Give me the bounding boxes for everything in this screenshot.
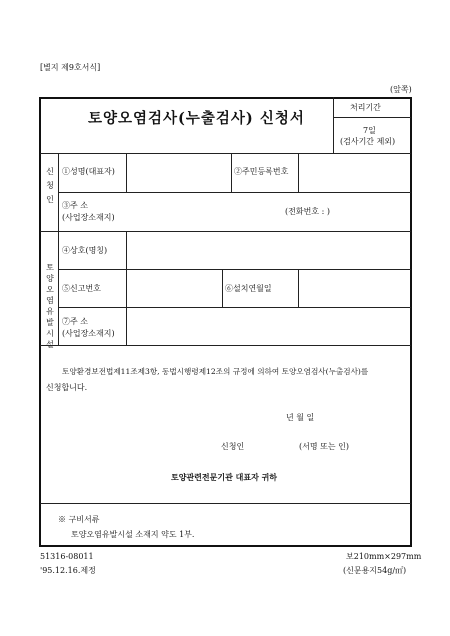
facility-section-label: 토 양 오 염 유 발 시 설 — [46, 263, 54, 349]
applicant-address-label: ③주 소 — [62, 201, 88, 210]
form-code: 51316-08011 — [40, 552, 94, 561]
enactment-date: '95.12.16.제정 — [40, 566, 96, 575]
paper-size: 보210mm×297mm — [346, 552, 422, 561]
install-date-label: ⑥설치연월일 — [225, 284, 272, 293]
report-number-field[interactable] — [127, 270, 221, 306]
date-line: 년 월 일 — [286, 413, 315, 422]
processing-days: 7일 — [363, 126, 376, 135]
facility-address-label: ⑦주 소 — [62, 317, 88, 326]
name-label: ①성명(대표자) — [62, 167, 115, 176]
applicant-address-field[interactable] — [127, 193, 409, 230]
phone-label: (전화번호 : ) — [285, 207, 330, 216]
applicant-address-sub: (사업장소재지) — [62, 213, 115, 222]
required-document-item: 토양오염유발시설 소재지 약도 1부. — [71, 530, 195, 539]
statement-line-2: 신청합니다. — [46, 383, 88, 392]
form-title: 토양오염검사(누출검사) 신청서 — [88, 110, 305, 127]
required-documents-heading: ※ 구비서류 — [58, 515, 100, 524]
rrn-field[interactable] — [299, 154, 409, 191]
report-number-label: ⑤신고번호 — [62, 284, 101, 293]
processing-period-label: 처리기간 — [350, 103, 381, 112]
install-date-field[interactable] — [299, 270, 409, 306]
processing-note: (검사기간 제외) — [340, 137, 396, 146]
trade-name-label: ④상호(명칭) — [62, 246, 108, 255]
name-field[interactable] — [127, 154, 230, 191]
sign-note: (서명 또는 인) — [299, 442, 349, 451]
applicant-sign-label: 신청인 — [221, 442, 245, 451]
applicant-section-label: 신 청 인 — [46, 167, 54, 204]
page-side: (앞쪽) — [390, 85, 412, 94]
paper-type: (신문용지54g/㎡) — [343, 566, 407, 575]
facility-address-sub: (사업장소재지) — [62, 329, 115, 338]
statement-line-1: 토양환경보전법제11조제3항, 동법시행령제12조의 규정에 의하여 토양오염검사(누출검사)를 — [62, 367, 369, 376]
rrn-label: ②주민등록번호 — [234, 167, 289, 176]
form-number: [별지 제9호서식] — [40, 63, 101, 72]
addressee: 토양관련전문기관 대표자 귀하 — [171, 472, 278, 482]
trade-name-field[interactable] — [127, 232, 409, 268]
applicant-signature-field[interactable] — [255, 438, 297, 454]
facility-address-field[interactable] — [127, 308, 409, 344]
